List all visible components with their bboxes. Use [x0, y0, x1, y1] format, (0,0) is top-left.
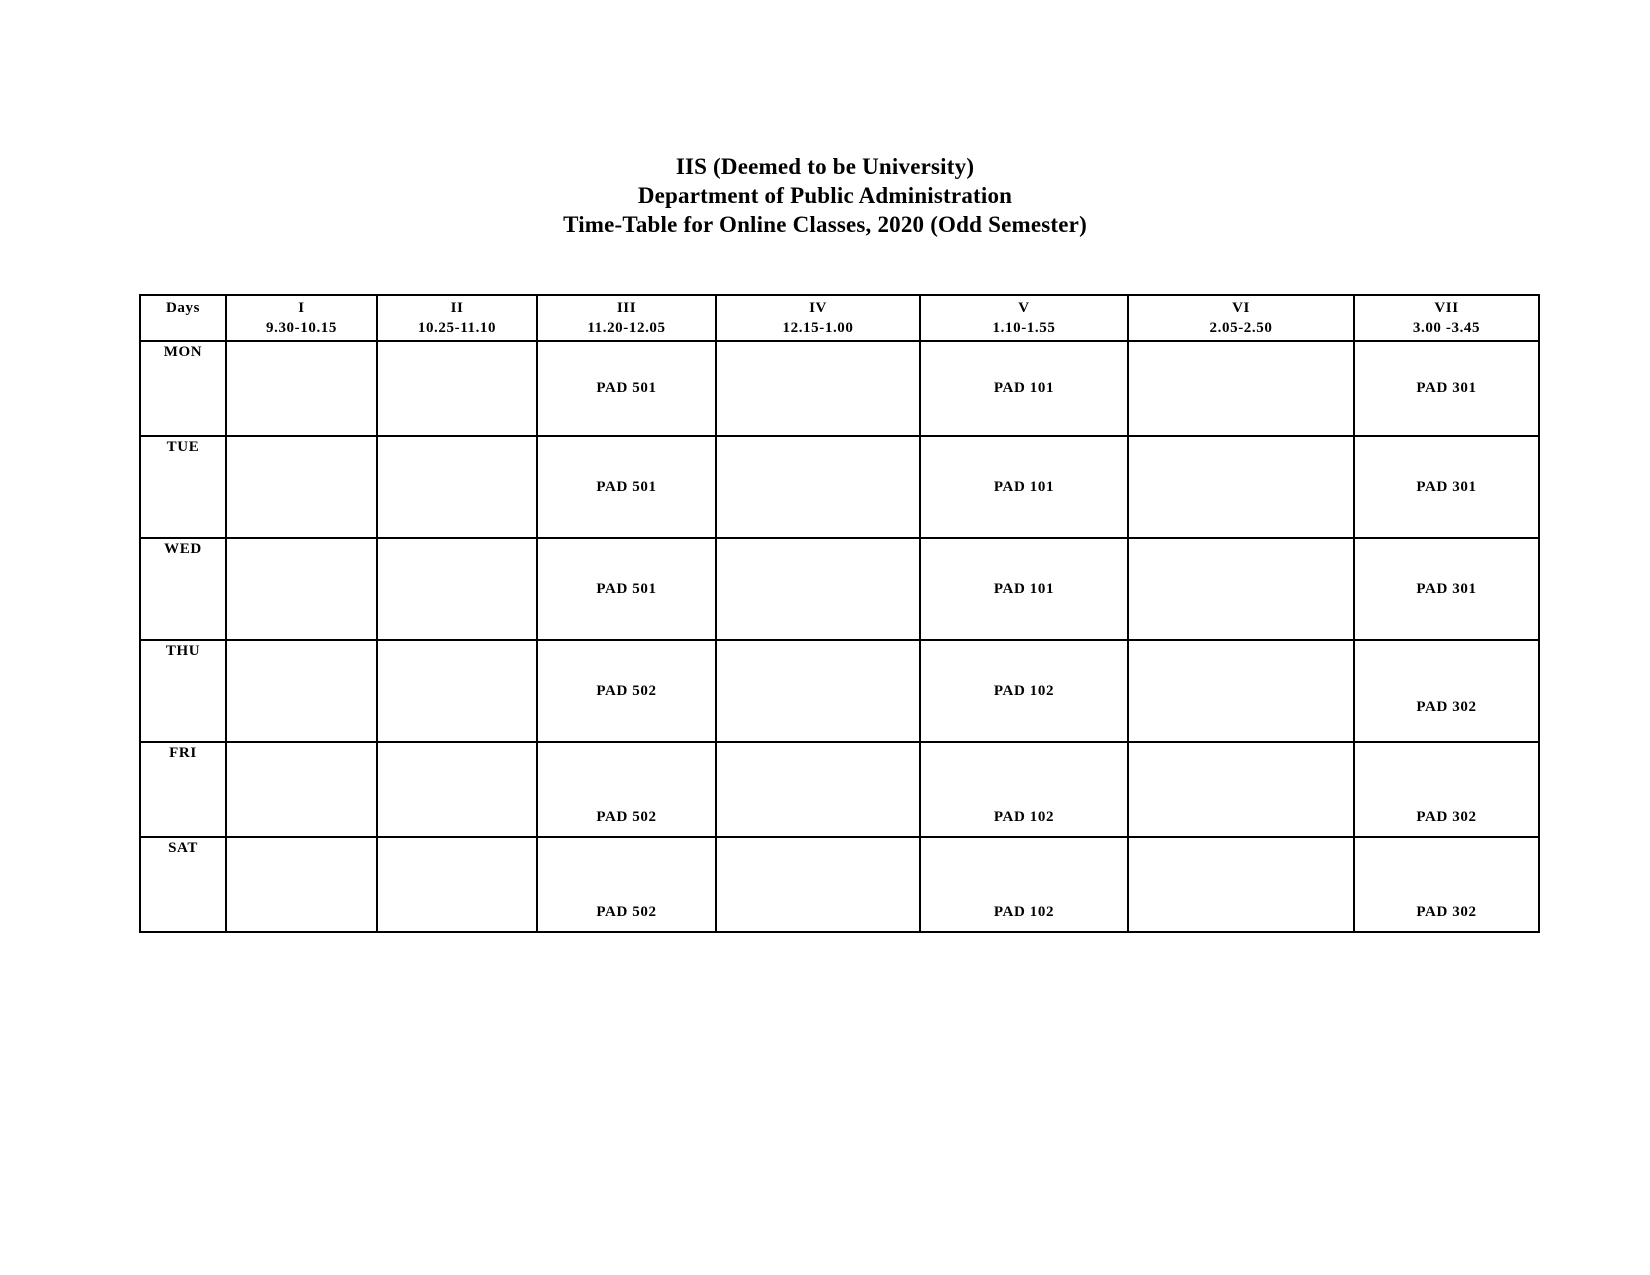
- period-numeral: IV: [809, 300, 827, 316]
- class-slot: [716, 436, 920, 538]
- course-code: [717, 921, 919, 931]
- university-name: IIS (Deemed to be University): [675, 154, 975, 179]
- day-label: SAT: [140, 837, 226, 932]
- course-code: PAD 301: [1416, 380, 1477, 396]
- class-slot: [377, 837, 537, 932]
- class-slot: [226, 538, 377, 640]
- class-slot: [377, 742, 537, 837]
- class-slot: [1128, 538, 1354, 640]
- class-slot: [1354, 436, 1539, 538]
- course-code: [717, 826, 919, 836]
- period-numeral: II: [450, 300, 464, 316]
- course-code: PAD 301: [1416, 478, 1477, 495]
- course-code: PAD 501: [596, 580, 657, 597]
- period-numeral: V: [1018, 300, 1030, 316]
- course-code: PAD 501: [596, 478, 657, 495]
- period-header: [920, 295, 1128, 341]
- class-slot: [226, 640, 377, 742]
- header-row: [140, 295, 1539, 341]
- course-code: [227, 921, 376, 931]
- timetable: [139, 294, 1540, 933]
- period-numeral: III: [616, 300, 637, 316]
- class-slot: [1128, 341, 1354, 436]
- period-time: 9.30-10.15: [266, 320, 337, 336]
- class-slot: [716, 538, 920, 640]
- period-time: 3.00 -3.45: [1412, 320, 1481, 336]
- course-code: PAD 502: [596, 682, 657, 699]
- class-slot: [920, 742, 1128, 837]
- class-slot: [920, 640, 1128, 742]
- class-slot: [1128, 640, 1354, 742]
- days-label: Days: [165, 300, 201, 316]
- course-code: PAD 101: [993, 478, 1055, 495]
- table-row: [140, 837, 1539, 932]
- period-header: [1128, 295, 1354, 341]
- period-numeral: VII: [1434, 300, 1459, 316]
- period-time: 11.20-12.05: [587, 320, 666, 336]
- table-row: [140, 742, 1539, 837]
- course-code: PAD 102: [993, 809, 1055, 825]
- class-slot: [716, 742, 920, 837]
- days-column-header: [140, 295, 226, 341]
- class-slot: [226, 742, 377, 837]
- class-slot: [1354, 341, 1539, 436]
- class-slot: [1354, 640, 1539, 742]
- day-label: FRI: [140, 742, 226, 837]
- day-label: MON: [140, 341, 226, 436]
- class-slot: [537, 436, 716, 538]
- class-slot: [537, 341, 716, 436]
- class-slot: [716, 341, 920, 436]
- table-row: [140, 436, 1539, 538]
- class-slot: [226, 436, 377, 538]
- course-code: PAD 302: [1416, 809, 1477, 825]
- class-slot: [1128, 436, 1354, 538]
- course-code: PAD 101: [993, 580, 1055, 597]
- class-slot: [537, 640, 716, 742]
- course-code: [1129, 921, 1353, 931]
- day-label: WED: [140, 538, 226, 640]
- class-slot: [537, 538, 716, 640]
- class-slot: [226, 837, 377, 932]
- course-code: PAD 302: [1416, 904, 1477, 920]
- class-slot: [920, 341, 1128, 436]
- course-code: [378, 826, 536, 836]
- course-code: PAD 102: [993, 682, 1055, 699]
- table-row: [140, 341, 1539, 436]
- class-slot: [1128, 837, 1354, 932]
- period-time: 1.10-1.55: [992, 320, 1056, 336]
- class-slot: [1354, 837, 1539, 932]
- period-time: 10.25-11.10: [417, 320, 497, 336]
- table-row: [140, 538, 1539, 640]
- document-header: [0, 152, 1650, 239]
- class-slot: [377, 341, 537, 436]
- class-slot: [716, 837, 920, 932]
- course-code: [378, 921, 536, 931]
- period-header: [377, 295, 537, 341]
- class-slot: [1354, 538, 1539, 640]
- course-code: [227, 826, 376, 836]
- department-name: Department of Public Administration: [637, 183, 1013, 208]
- class-slot: [537, 742, 716, 837]
- timetable-title: Time-Table for Online Classes, 2020 (Odd Semester): [563, 212, 1087, 237]
- class-slot: [1354, 742, 1539, 837]
- class-slot: [377, 538, 537, 640]
- class-slot: [920, 837, 1128, 932]
- class-slot: [377, 640, 537, 742]
- course-code: PAD 102: [993, 904, 1055, 920]
- class-slot: [920, 436, 1128, 538]
- course-code: PAD 302: [1416, 699, 1477, 715]
- class-slot: [537, 837, 716, 932]
- period-time: 2.05-2.50: [1209, 320, 1273, 336]
- class-slot: [226, 341, 377, 436]
- class-slot: [1128, 742, 1354, 837]
- course-code: [1129, 826, 1353, 836]
- period-header: [537, 295, 716, 341]
- course-code: PAD 501: [596, 380, 657, 396]
- class-slot: [716, 640, 920, 742]
- day-label: TUE: [140, 436, 226, 538]
- period-header: [716, 295, 920, 341]
- course-code: PAD 101: [993, 380, 1055, 396]
- period-time: 12.15-1.00: [782, 320, 854, 336]
- period-header: [1354, 295, 1539, 341]
- course-code: PAD 502: [596, 904, 657, 920]
- period-numeral: I: [298, 300, 305, 316]
- course-code: PAD 502: [596, 809, 657, 825]
- table-row: [140, 640, 1539, 742]
- day-label: THU: [140, 640, 226, 742]
- class-slot: [920, 538, 1128, 640]
- period-header: [226, 295, 377, 341]
- class-slot: [377, 436, 537, 538]
- period-numeral: VI: [1232, 300, 1250, 316]
- course-code: PAD 301: [1416, 580, 1477, 597]
